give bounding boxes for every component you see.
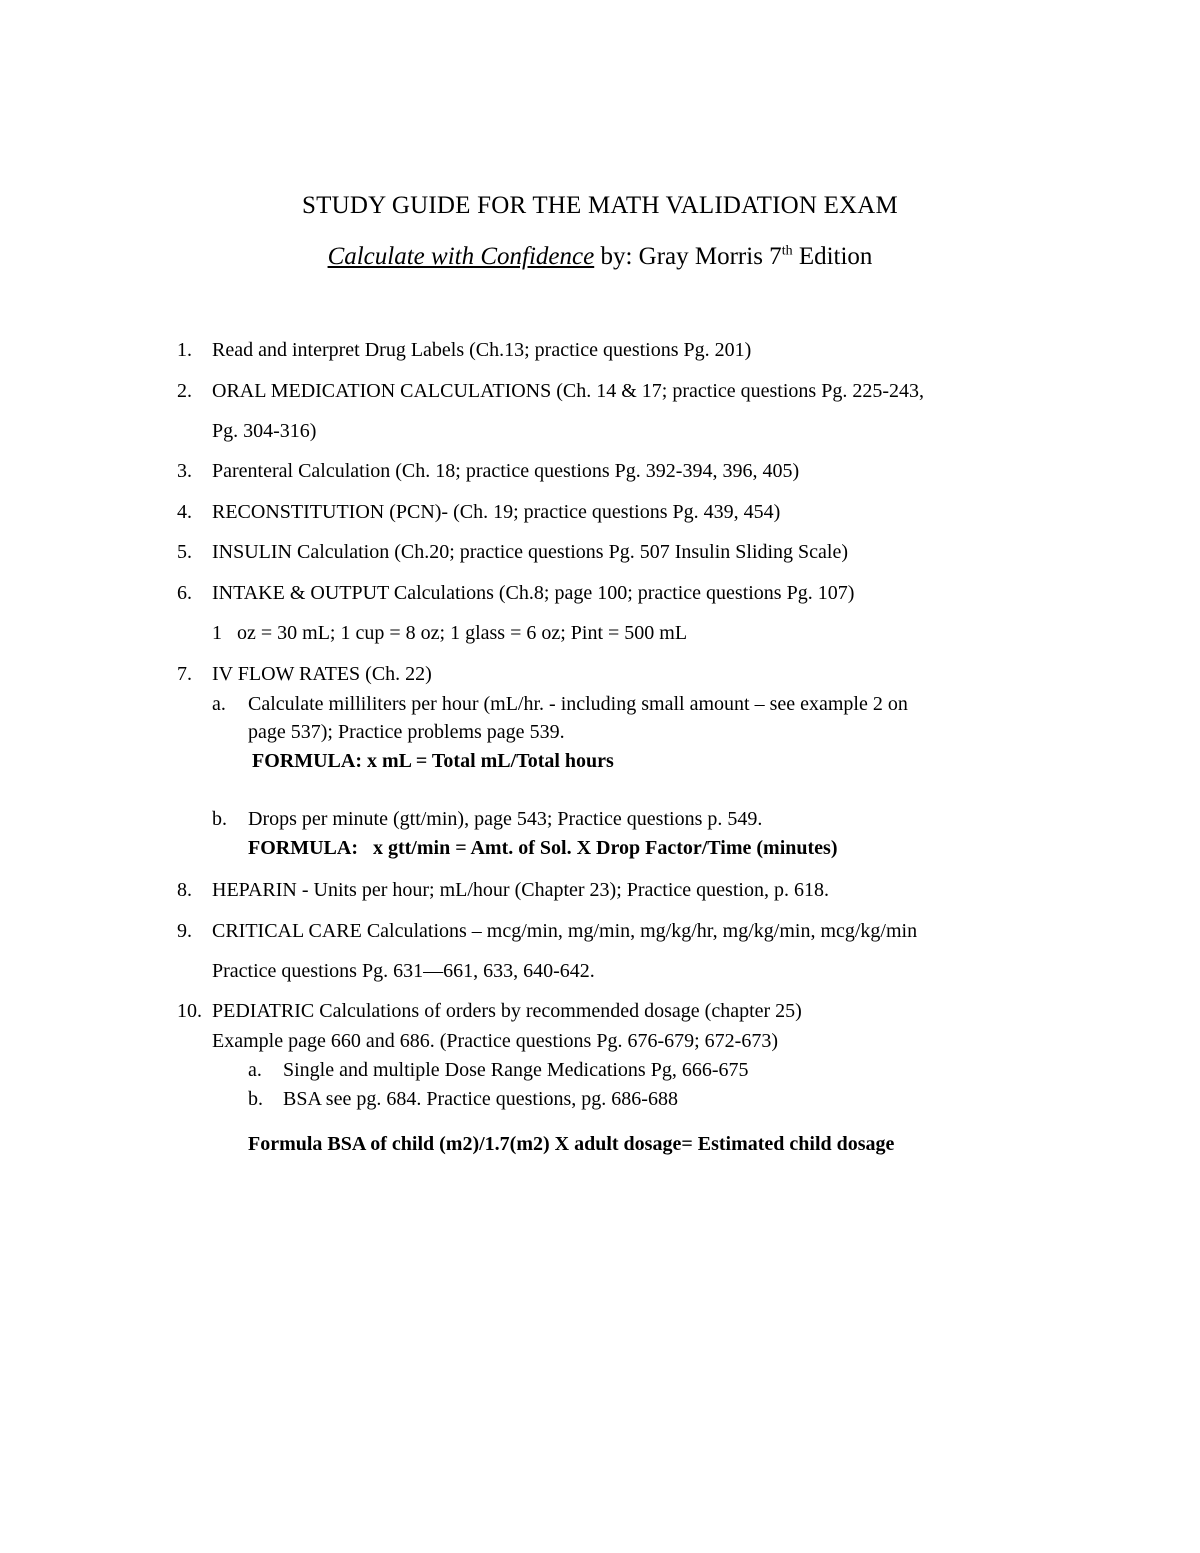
item-2-number: 2. [177, 380, 192, 402]
item-9-continuation: Practice questions Pg. 631—661, 633, 640-642. [212, 960, 595, 982]
item-5-text: INSULIN Calculation (Ch.20; practice questions Pg. 507 Insulin Sliding Scale) [212, 541, 849, 563]
item-6-note: 1 oz = 30 mL; 1 cup = 8 oz; 1 glass = 6 oz; Pint = 500 mL [212, 622, 688, 644]
item-4-text: RECONSTITUTION (PCN)- (Ch. 19; practice questions Pg. 439, 454) [212, 501, 781, 523]
page-subtitle [0, 243, 1200, 271]
item-7a-formula: FORMULA: x mL = Total mL/Total hours [252, 750, 614, 772]
edition-superscript: th [781, 243, 793, 259]
item-7b-label: b. [212, 808, 227, 830]
item-7b-formula: FORMULA: x gtt/min = Amt. of Sol. X Drop Factor/Time (minutes) [248, 837, 838, 859]
item-5-number: 5. [177, 541, 192, 563]
item-10-number: 10. [177, 1000, 202, 1022]
item-10-formula: Formula BSA of child (m2)/1.7(m2) X adult dosage= Estimated child dosage [248, 1133, 895, 1155]
book-title: Calculate with Confidence [327, 243, 595, 270]
item-6-number: 6. [177, 582, 192, 604]
item-6-text: INTAKE & OUTPUT Calculations (Ch.8; page 100; practice questions Pg. 107) [212, 582, 855, 604]
item-7a-label: a. [212, 693, 226, 715]
item-1-number: 1. [177, 339, 192, 361]
item-3-number: 3. [177, 460, 192, 482]
item-8-number: 8. [177, 879, 192, 901]
item-4-number: 4. [177, 501, 192, 523]
item-10-text: PEDIATRIC Calculations of orders by recommended dosage (chapter 25) [212, 1000, 802, 1022]
item-10b-label: b. [248, 1088, 263, 1110]
item-1-text: Read and interpret Drug Labels (Ch.13; practice questions Pg. 201) [212, 339, 752, 361]
author: by: Gray Morris 7 [594, 243, 782, 270]
item-10-continuation: Example page 660 and 686. (Practice questions Pg. 676-679; 672-673) [212, 1030, 778, 1052]
item-9-text: CRITICAL CARE Calculations – mcg/min, mg/min, mg/kg/hr, mg/kg/min, mcg/kg/min [212, 920, 918, 942]
item-3-text: Parenteral Calculation (Ch. 18; practice questions Pg. 392-394, 396, 405) [212, 460, 800, 482]
item-7-number: 7. [177, 663, 192, 685]
item-7b-text: Drops per minute (gtt/min), page 543; Practice questions p. 549. [248, 808, 763, 830]
edition-label: Edition [792, 243, 873, 270]
item-8-text: HEPARIN - Units per hour; mL/hour (Chapter 23); Practice question, p. 618. [212, 879, 829, 901]
item-10a-label: a. [248, 1059, 262, 1081]
item-7a-text: Calculate milliliters per hour (mL/hr. - including small amount – see example 2 on [248, 693, 908, 715]
item-7-text: IV FLOW RATES (Ch. 22) [212, 663, 432, 685]
page-title: STUDY GUIDE FOR THE MATH VALIDATION EXAM [302, 192, 898, 219]
item-10a-text: Single and multiple Dose Range Medications Pg, 666-675 [283, 1059, 749, 1081]
item-2-continuation: Pg. 304-316) [212, 420, 317, 442]
item-7a-text-continuation: page 537); Practice problems page 539. [248, 721, 565, 743]
item-2-text: ORAL MEDICATION CALCULATIONS (Ch. 14 & 17; practice questions Pg. 225-243, [212, 380, 924, 402]
item-9-number: 9. [177, 920, 192, 942]
item-10b-text: BSA see pg. 684. Practice questions, pg. 686-688 [283, 1088, 678, 1110]
